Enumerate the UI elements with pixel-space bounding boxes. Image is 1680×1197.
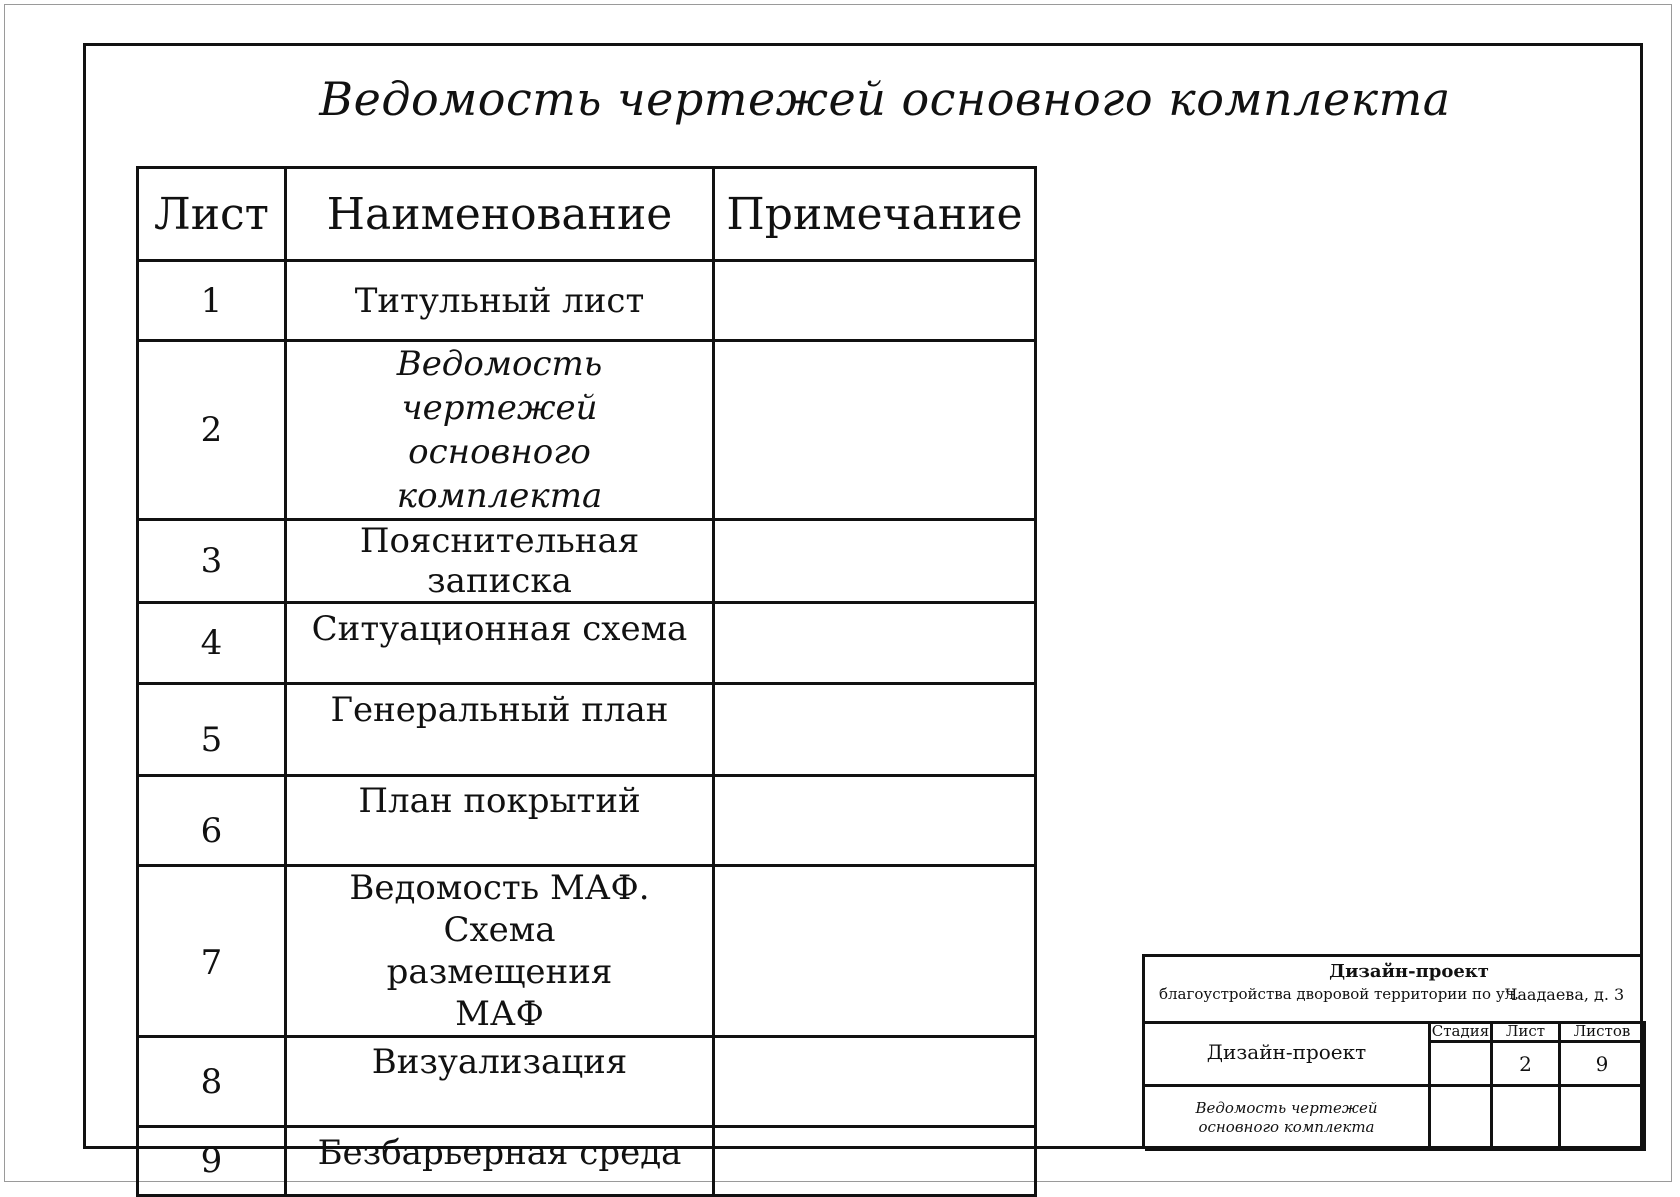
- title-block-sheet-name-line2: основного комплекта: [1198, 1118, 1375, 1136]
- row-note: [714, 684, 1036, 776]
- row-sheet-number: 4: [138, 603, 286, 684]
- row-sheet-number: 9: [138, 1127, 286, 1196]
- row-note: [714, 261, 1036, 341]
- row-note: [714, 1127, 1036, 1196]
- row-note: [714, 1037, 1036, 1127]
- title-block-sheet-name: [1145, 1087, 1431, 1151]
- row-sheet-name: План покрытий: [286, 776, 714, 866]
- row-sheet-name: Безбарьерная среда: [286, 1127, 714, 1196]
- row-sheet-number: 2: [138, 341, 286, 520]
- row-sheet-number: 3: [138, 520, 286, 603]
- title-block-sheets-value: 9: [1561, 1043, 1646, 1087]
- row-note: [714, 776, 1036, 866]
- header-sheet: Лист: [138, 168, 286, 261]
- table-row: [138, 866, 1036, 1037]
- drawings-table: [136, 166, 1037, 1197]
- table-row: [138, 1127, 1036, 1196]
- title-block-sheet-label: Лист: [1493, 1021, 1561, 1043]
- row-sheet-name: Ведомость МАФ. Схема размещения МАФ: [286, 866, 714, 1037]
- row-note: [714, 603, 1036, 684]
- title-block-header: [1145, 957, 1643, 1024]
- row-sheet-name: Генеральный план: [286, 684, 714, 776]
- row-sheet-number: 6: [138, 776, 286, 866]
- row-note: [714, 341, 1036, 520]
- header-name: Наименование: [286, 168, 714, 261]
- title-block-empty-cell: [1561, 1087, 1646, 1151]
- row-sheet-number: 8: [138, 1037, 286, 1127]
- title-block-empty-cell: [1493, 1087, 1561, 1151]
- title-block-doc-type: Дизайн-проект: [1145, 1021, 1431, 1087]
- table-row: [138, 341, 1036, 520]
- row-sheet-name: Пояснительная записка: [286, 520, 714, 603]
- page-title: Ведомость чертежей основного комплекта: [319, 72, 1451, 126]
- table-row: [138, 684, 1036, 776]
- header-note: Примечание: [714, 168, 1036, 261]
- row-sheet-number: 7: [138, 866, 286, 1037]
- title-block: [1142, 954, 1643, 1148]
- title-block-project-subtitle: благоустройства дворовой территории по ул.: [1159, 985, 1519, 1003]
- table-row: [138, 520, 1036, 603]
- table-row: [138, 1037, 1036, 1127]
- row-sheet-name: Визуализация: [286, 1037, 714, 1127]
- table-row: [138, 261, 1036, 341]
- title-block-stage-value: [1431, 1043, 1493, 1087]
- title-block-address: Чаадаева, д. 3: [1505, 985, 1625, 1004]
- title-block-empty-cell: [1431, 1087, 1493, 1151]
- row-note: [714, 520, 1036, 603]
- title-block-sheet-name-line1: Ведомость чертежей: [1195, 1099, 1378, 1117]
- row-sheet-number: 5: [138, 684, 286, 776]
- table-row: [138, 776, 1036, 866]
- title-block-sheets-label: Листов: [1561, 1021, 1646, 1043]
- title-block-stage-label: Стадия: [1431, 1021, 1493, 1043]
- row-sheet-number: 1: [138, 261, 286, 341]
- title-block-sheet-value: 2: [1493, 1043, 1561, 1087]
- row-sheet-name: Ситуационная схема: [286, 603, 714, 684]
- row-sheet-name: Титульный лист: [286, 261, 714, 341]
- row-sheet-name: Ведомость чертежей основного комплекта: [286, 341, 714, 520]
- row-note: [714, 866, 1036, 1037]
- table-row: [138, 603, 1036, 684]
- table-header-row: [138, 168, 1036, 261]
- title-block-project-title: Дизайн-проект: [1329, 961, 1489, 982]
